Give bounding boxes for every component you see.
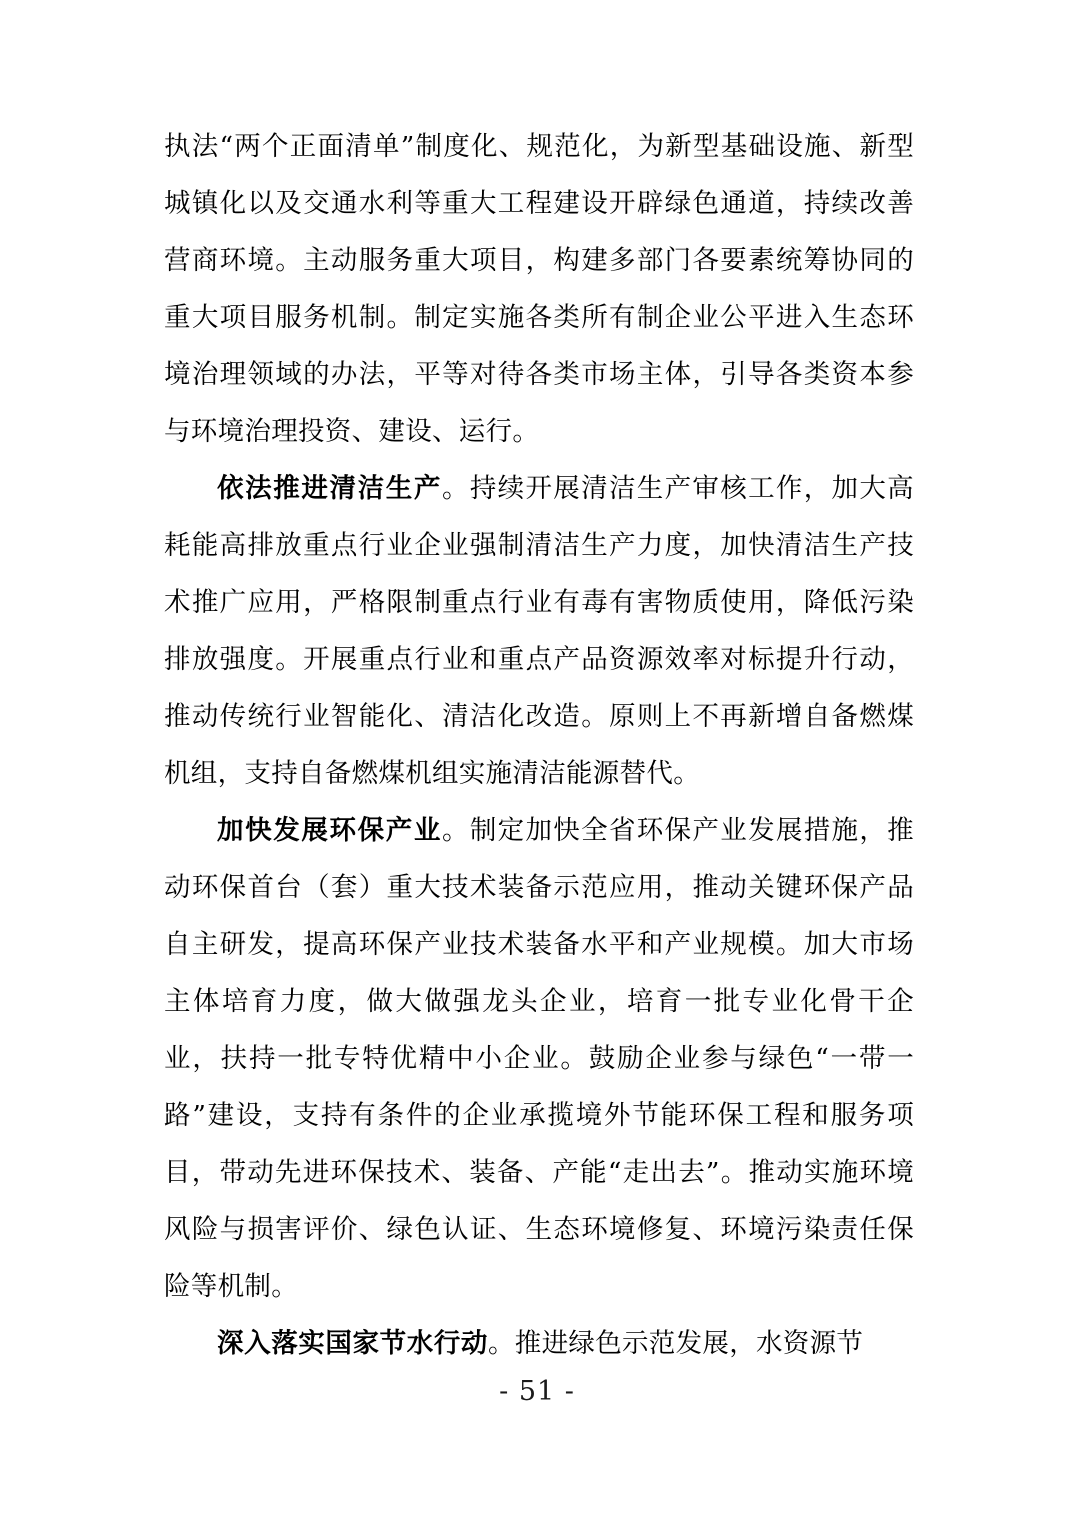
run-in-heading: 加快发展环保产业 (217, 815, 442, 846)
paragraph-body: 。推进绿色示范发展，水资源节 (488, 1328, 864, 1359)
paragraph-clean-production (164, 460, 914, 802)
paragraph-body: 。制定加快全省环保产业发展措施，推动环保首台（套）重大技术装备示范应用，推动关键环保产品自主研发，提高环保产业技术装备水平和产业规模。加大市场主体培育力度，做大做强龙头企业，培育一批专业化骨干企业，扶持一批专特优精中小企业。鼓励企业参与绿色“一带一路”建设，支持有条件的企业承揽境外节能环保工程和服务项目，带动先进环保技术、装备、产能“走出去”。推动实施环境风险与损害评价、绿色认证、生态环境修复、环境污染责任保险等机制。 (164, 815, 914, 1302)
paragraph-body: 执法“两个正面清单”制度化、规范化，为新型基础设施、新型城镇化以及交通水利等重大工程建设开辟绿色通道，持续改善营商环境。主动服务重大项目，构建多部门各要素统筹协同的重大项目服务机制。制定实施各类所有制企业公平进入生态环境治理领域的办法，平等对待各类市场主体，引导各类资本参与环境治理投资、建设、运行。 (164, 131, 914, 447)
paragraph-body: 。持续开展清洁生产审核工作，加大高耗能高排放重点行业企业强制清洁生产力度，加快清洁生产技术推广应用，严格限制重点行业有毒有害物质使用，降低污染排放强度。开展重点行业和重点产品资源效率对标提升行动，推动传统行业智能化、清洁化改造。原则上不再新增自备燃煤机组，支持自备燃煤机组实施清洁能源替代。 (164, 473, 914, 789)
text-column (164, 118, 914, 1372)
paragraph-environmental-industry (164, 802, 914, 1315)
paragraph-water-saving-action (164, 1315, 914, 1372)
run-in-heading: 深入落实国家节水行动 (217, 1328, 488, 1359)
run-in-heading: 依法推进清洁生产 (217, 473, 442, 504)
page-number: - 51 - (499, 1376, 575, 1407)
paragraph-continued (164, 118, 914, 460)
